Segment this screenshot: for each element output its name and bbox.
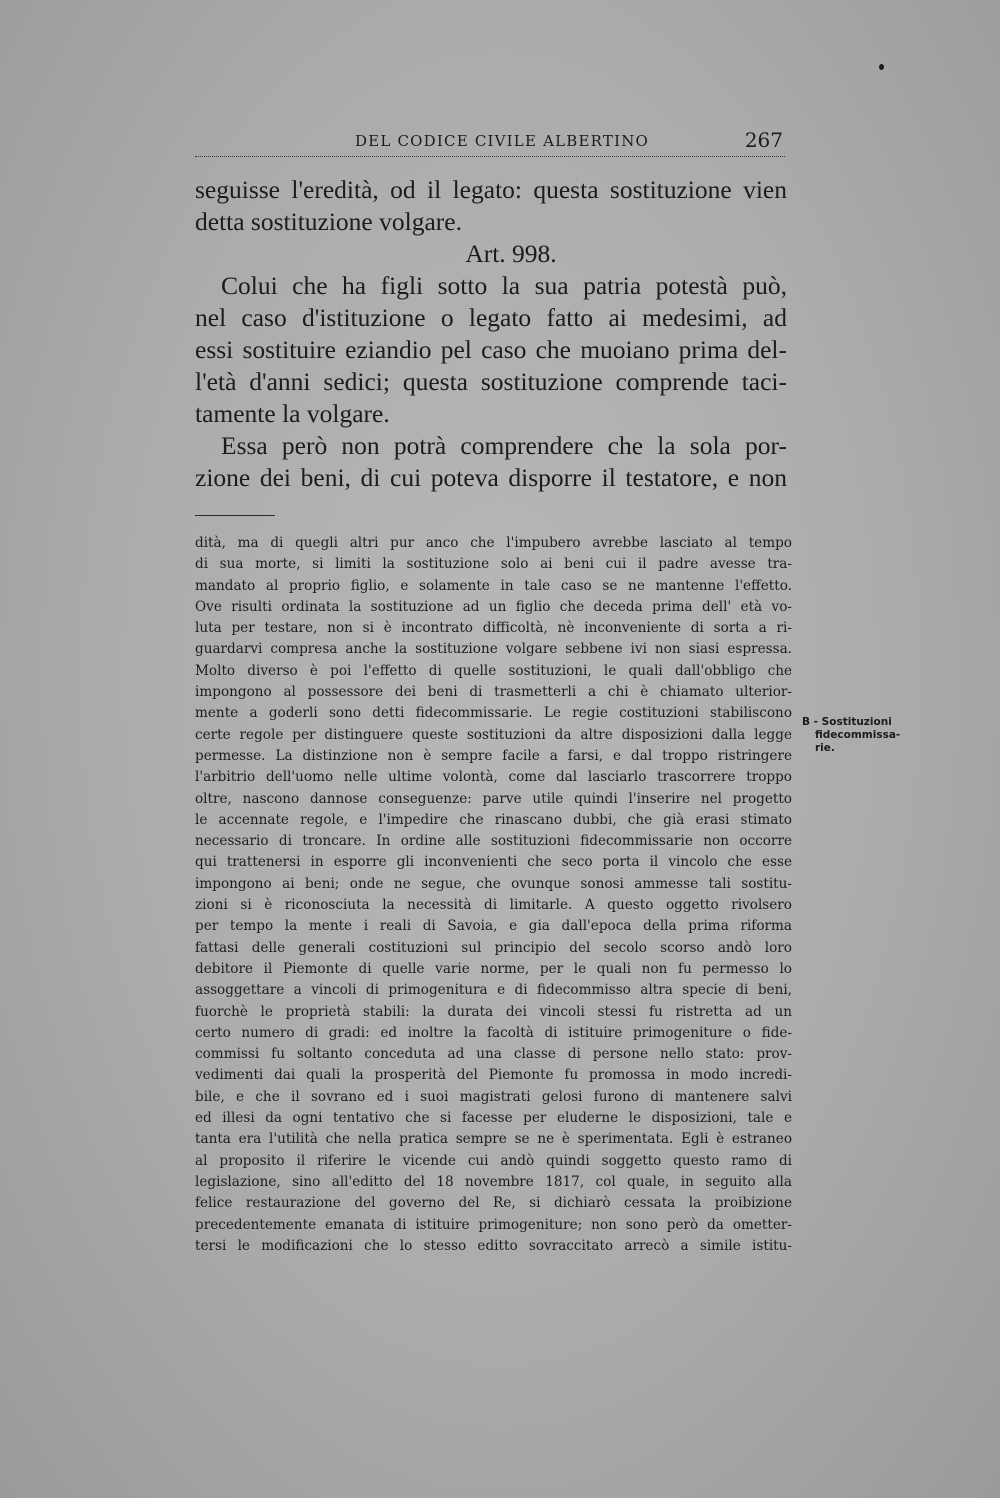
footnote-line: fuorchè le proprietà stabili: la durata dei vincoli stessi fu ristretta ad un — [195, 1003, 792, 1020]
footnote-line: guardarvi compresa anche la sostituzione volgare sebbene ivi non siasi espressa. — [195, 641, 792, 658]
footnote-line: Molto diverso è poi l'effetto di quelle sostituzioni, le quali dall'obbligo che — [195, 662, 792, 679]
footnote-line: le accennate regole, e l'impedire che rinascano dubbi, che già erasi stimato — [195, 811, 792, 828]
footnote-line: vedimenti dai quali la prosperità del Piemonte fu promossa in modo incredi- — [195, 1067, 792, 1084]
footnote-line: impongono al possessore dei beni di trasmetterli a chi è chiamato ulterior- — [195, 684, 792, 701]
margin-note-line: fidecommissa- — [815, 729, 901, 741]
paragraph-line: seguisse l'eredità, od il legato: questa sostituzione vien — [195, 175, 787, 204]
paragraph-line: Colui che ha figli sotto la sua patria potestà può, — [221, 271, 787, 300]
paragraph-line: zione dei beni, di cui poteva disporre il testatore, e non — [195, 463, 787, 492]
paragraph-line: Essa però non potrà comprendere che la sola por- — [221, 431, 787, 460]
footnote-divider — [195, 515, 275, 516]
footnote-line: l'arbitrio dell'uomo nelle ultime volontà, come dal lasciarlo trascorrere troppo — [195, 769, 792, 786]
margin-note — [802, 716, 922, 755]
footnote-line: per tempo la mente i reali di Savoia, e gia dall'epoca della prima riforma — [195, 918, 792, 935]
footnote-line: bile, e che il sovrano ed i suoi magistrati gelosi furono di mantenere salvi — [195, 1088, 792, 1105]
page-number: 267 — [744, 128, 783, 152]
article-heading: Art. 998. — [465, 239, 557, 268]
footnote-line: impongono ai beni; onde ne segue, che ovunque sonosi ammesse tali sostitu- — [195, 875, 792, 892]
footnote-line: dità, ma di quegli altri pur anco che l'impubero avrebbe lasciato al tempo — [195, 535, 792, 551]
footnote-line: debitore il Piemonte di quelle varie norme, per le quali non fu permesso lo — [195, 960, 792, 977]
footnote-line: necessario di troncare. In ordine alle sostituzioni fidecommissarie non occorre — [195, 833, 792, 850]
footnote-line: fattasi delle generali costituzioni sul principio del secolo scorso andò loro — [195, 939, 792, 956]
footnote-line: certo numero di gradi: ed inoltre la facoltà di istituire primogeniture o fide- — [195, 1024, 792, 1041]
running-header — [195, 130, 785, 157]
footnote-line: ed illesi da ogni tentativo che si facesse per eluderne le disposizioni, tale e — [195, 1110, 792, 1127]
paragraph-line: detta sostituzione volgare. — [195, 207, 462, 236]
footnote-line: certe regole per distinguere queste sostituzioni da altre disposizioni dalla legge — [195, 726, 792, 743]
paragraph-line: tamente la volgare. — [195, 399, 390, 428]
footnote-line: mente a goderli sono detti fidecommissarie. Le regie costituzioni stabiliscono — [195, 705, 792, 722]
footnote-line: Ove risulti ordinata la sostituzione ad un figlio che deceda prima dell' età vo- — [195, 598, 792, 615]
footnote-line: qui trattenersi in esporre gli inconvenienti che seco porta il vincolo che esse — [195, 854, 792, 871]
footnote-line: oltre, nascono dannose conseguenze: parve utile quindi l'inserire nel progetto — [195, 790, 792, 807]
footnote-line: legislazione, sino all'editto del 18 novembre 1817, col quale, in seguito alla — [195, 1173, 792, 1190]
margin-note-line: rie. — [815, 742, 835, 754]
main-text — [195, 174, 787, 494]
ink-speck — [879, 64, 884, 70]
footnote-line: permesse. La distinzione non è sempre facile a farsi, e dal troppo ristringere — [195, 747, 792, 764]
footnote-line: felice restaurazione del governo del Re, si dichiarò cessata la proibizione — [195, 1195, 792, 1212]
footnote-line: al proposito il riferire le vicende cui andò quindi soggetto questo ramo di — [195, 1152, 792, 1169]
footnote-line: zioni si è riconosciuta la necessità di limitarle. A questo oggetto rivolsero — [195, 897, 792, 914]
paragraph-line: essi sostituire eziandio pel caso che muoiano prima del- — [195, 335, 787, 364]
footnote-line: luta per testare, non si è incontrato difficoltà, nè inconveniente di sorta a ri- — [195, 620, 792, 637]
footnote — [195, 533, 792, 1257]
footnote-line: di sua morte, si limiti la sostituzione solo ai beni cui il padre avesse tra- — [195, 556, 792, 573]
footnote-line: mandato al proprio figlio, e solamente in tale caso se ne mantenne l'effetto. — [195, 577, 792, 594]
margin-note-line: B - Sostituzioni — [802, 716, 892, 728]
footnote-line: tanta era l'utilità che nella pratica sempre se ne è sperimentata. Egli è estraneo — [195, 1131, 792, 1148]
footnote-line: commissi fu soltanto conceduta ad una classe di persone nello stato: prov- — [195, 1046, 792, 1063]
footnote-line: precedentemente emanata di istituire primogeniture; non sono però da ometter- — [195, 1216, 792, 1233]
paragraph-line: l'età d'anni sedici; questa sostituzione comprende taci- — [195, 367, 787, 396]
footnote-line: tersi le modificazioni che lo stesso editto sovraccitato arrecò a simile istitu- — [195, 1237, 792, 1254]
footnote-line: assoggettare a vincoli di primogenitura e di fidecommisso altra specie di beni, — [195, 982, 792, 999]
running-title: DEL CODICE CIVILE ALBERTINO — [355, 132, 650, 150]
paragraph-line: nel caso d'istituzione o legato fatto ai medesimi, ad — [195, 303, 787, 332]
